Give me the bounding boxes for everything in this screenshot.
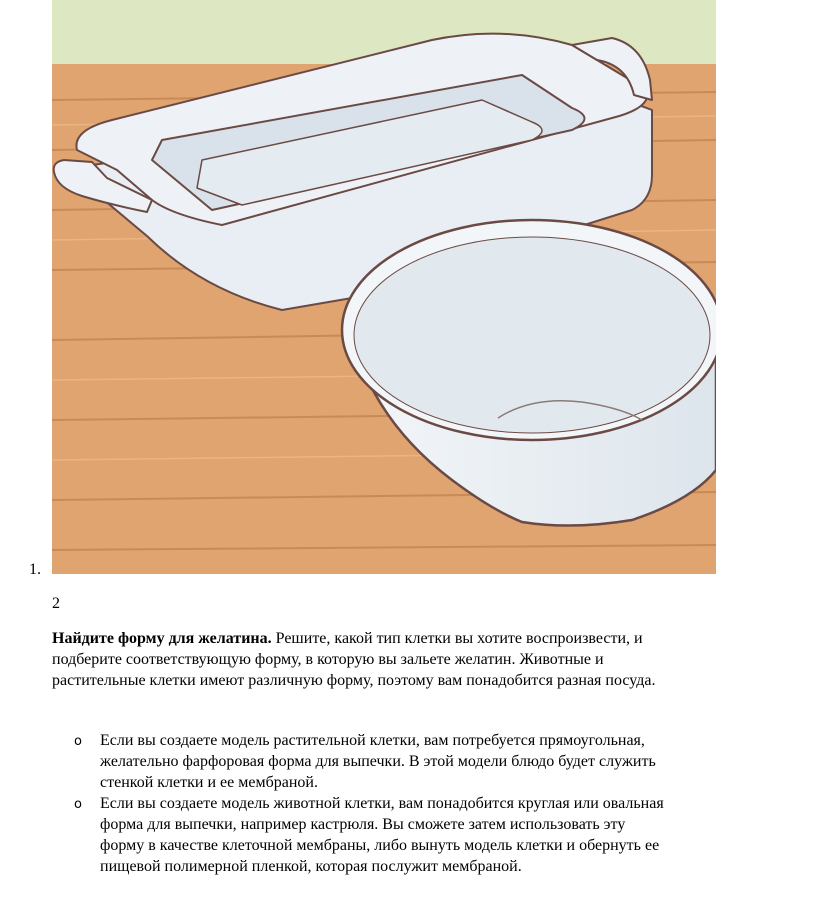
list-item [52, 730, 672, 793]
list-item [52, 793, 672, 877]
bullet-text: Если вы создаете модель животной клетки, вам понадобится круглая или овальная форма для выпечки, например кастрюля. Вы сможете затем использовать эту форму в качестве клеточной мембраны, либо вынуть модель клетки и обернуть ее пищевой полимерной пленкой, которая послужит мембраной. [100, 795, 664, 875]
step-text: Решите, какой тип клетки вы хотите воспроизвести, и подберите соответствующую форму, в которую вы зальете желатин. Животные и растительные клетки имеют различную форму, поэтому вам понадобится разная посуда. [52, 630, 656, 689]
bullet-marker: o [74, 734, 82, 749]
dishes-drawing [52, 0, 716, 574]
step-title: Найдите форму для желатина. [52, 630, 272, 647]
step-number: 2 [52, 595, 60, 612]
step-paragraph [52, 628, 692, 691]
bullet-marker: o [74, 797, 82, 812]
illustration-dishes [52, 0, 716, 574]
tips-list [52, 730, 672, 877]
list-number: 1. [29, 561, 41, 578]
bullet-text: Если вы создаете модель растительной клетки, вам потребуется прямоугольная, желательно фарфоровая форма для выпечки. В этой модели блюдо будет служить стенкой клетки и ее мембраной. [100, 732, 656, 791]
